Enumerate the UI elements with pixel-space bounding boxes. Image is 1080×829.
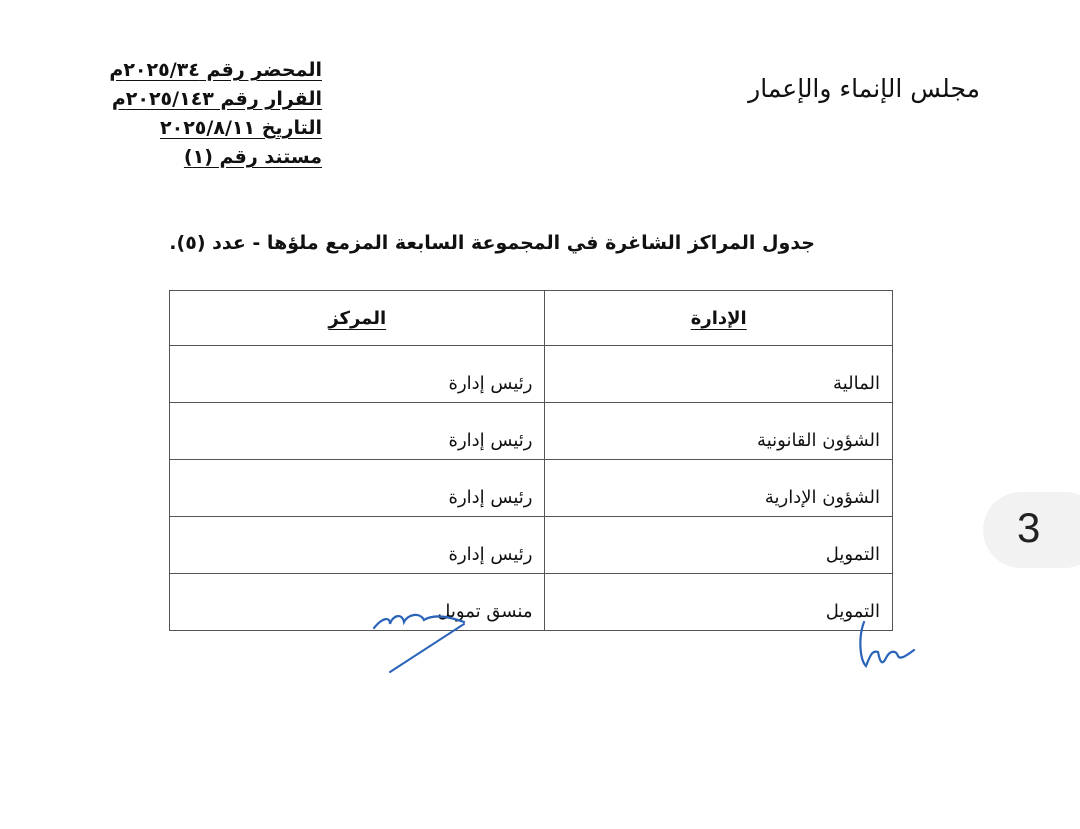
document-date: التاريخ ٢٠٢٥/٨/١١ xyxy=(160,117,322,139)
vacancies-table xyxy=(169,290,893,631)
table-row xyxy=(170,460,893,517)
cell-position: رئيس إدارة xyxy=(170,460,545,517)
cell-department: المالية xyxy=(545,346,893,403)
document-reference-block xyxy=(82,56,322,172)
cell-position: رئيس إدارة xyxy=(170,403,545,460)
page-number: 3 xyxy=(1017,504,1041,551)
header-department: الإدارة xyxy=(545,291,893,346)
decision-number: القرار رقم ٢٠٢٥/١٤٣م xyxy=(111,88,322,110)
organization-name: مجلس الإنماء والإعمار xyxy=(748,74,980,103)
cell-position: منسق تمويل xyxy=(170,574,545,631)
document-number: مستند رقم (١) xyxy=(183,146,322,168)
header-position: المركز xyxy=(170,291,545,346)
table-row xyxy=(170,403,893,460)
table-header-row xyxy=(170,291,893,346)
cell-department: الشؤون القانونية xyxy=(545,403,893,460)
cell-position: رئيس إدارة xyxy=(170,346,545,403)
page-number-badge xyxy=(983,492,1080,568)
cell-department: التمويل xyxy=(545,574,893,631)
cell-department: الشؤون الإدارية xyxy=(545,460,893,517)
table-row xyxy=(170,517,893,574)
table-row xyxy=(170,574,893,631)
table-row xyxy=(170,346,893,403)
cell-department: التمويل xyxy=(545,517,893,574)
cell-position: رئيس إدارة xyxy=(170,517,545,574)
minutes-number: المحضر رقم ٢٠٢٥/٣٤م xyxy=(109,59,322,81)
signature-left xyxy=(368,598,478,678)
table-heading: جدول المراكز الشاغرة في المجموعة السابعة المزمع ملؤها - عدد (٥). xyxy=(169,232,815,254)
signature-right xyxy=(852,616,922,676)
